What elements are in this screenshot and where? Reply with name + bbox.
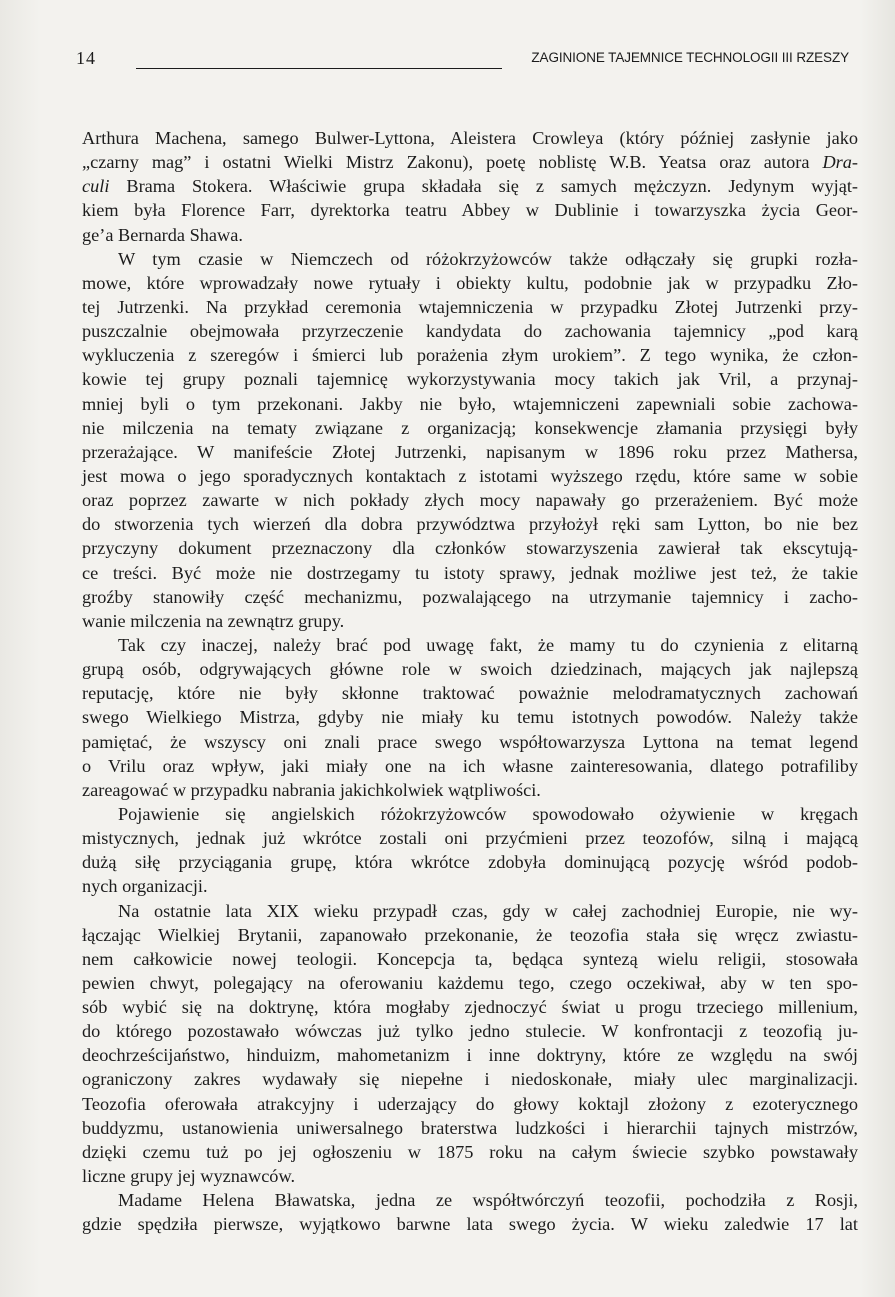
line-text: liczne grupy jej wyznawców. (82, 1166, 296, 1187)
text-line (82, 971, 858, 995)
line-text: deochrześcijaństwo, hinduizm, mahometanizm i inne doktryny, które ze względu na swój (82, 1045, 858, 1066)
line-text: ograniczony zakres wydawały się niepełne i niedoskonałe, miały ulec marginalizacji. (82, 1069, 858, 1090)
italic-text: culi (82, 176, 110, 197)
line-text: przerażające. W manifeście Złotej Jutrzenki, napisanym w 1896 roku przez Mathersa, (82, 441, 858, 462)
line-text: ge’a Bernarda Shawa. (82, 224, 243, 245)
text-line (82, 512, 858, 536)
text-line (82, 488, 858, 512)
text-line (82, 561, 858, 585)
text-line (82, 1092, 858, 1116)
line-text: swego Wielkiego Mistrza, gdyby nie miały ku temu istotnych powodów. Należy także (82, 707, 858, 728)
line-text: tej Jutrzenki. Na przykład ceremonia wtajemniczenia w przypadku Złotej Jutrzenki przy- (82, 296, 858, 317)
page-header (62, 46, 849, 74)
line-text: Brama Stokera. Właściwie grupa składała się z samych mężczyzn. Jedynym wyjąt- (109, 176, 858, 197)
line-text: do stworzenia tych wierzeń dla dobra przywództwa przyłożył ręki sam Lytton, bo nie bez (82, 514, 858, 535)
line-text: W tym czasie w Niemczech od różokrzyżowców także odłączały się grupki rozła- (118, 248, 858, 269)
text-line (82, 657, 858, 681)
line-text: jest mowa o jego sporadycznych kontaktach z istotami wyższego rzędu, które same w sobie (82, 465, 858, 486)
line-text: mowe, które wprowadzały nowe rytuały i obiekty kultu, podobnie jak w przypadku Zło- (82, 272, 858, 293)
line-text: nych organizacji. (82, 876, 208, 897)
line-text: wykluczenia z szeregów i śmierci lub porażenia złym urokiem”. Z tego wynika, że człon- (82, 345, 858, 366)
text-line (82, 126, 858, 150)
text-line (82, 1140, 858, 1164)
line-text: mniej byli o tym przekonani. Jakby nie było, wtajemniczeni zapewniali sobie zachowa- (82, 393, 858, 414)
text-line (82, 850, 858, 874)
line-text: Madame Helena Bławatska, jedna ze współtwórczyń teozofii, pochodziła z Rosji, (118, 1190, 858, 1211)
text-line (82, 150, 858, 174)
text-line (82, 923, 858, 947)
text-line (82, 1116, 858, 1140)
text-line (82, 1067, 858, 1091)
text-line (82, 802, 858, 826)
text-line (82, 633, 858, 657)
line-text: gdzie spędziła pierwsze, wyjątkowo barwne lata swego życia. W wieku zaledwie 17 lat (82, 1214, 858, 1235)
text-line (82, 319, 858, 343)
text-line (82, 1019, 858, 1043)
body-text (82, 126, 858, 1236)
text-line (82, 874, 858, 898)
text-line (82, 295, 858, 319)
line-text: pamiętać, że wszyscy oni znali prace swego współtowarzysza Lyttona na temat legend (82, 731, 858, 752)
text-line (82, 343, 858, 367)
text-line (82, 681, 858, 705)
line-text: dzięki czemu tuż po jej ogłoszeniu w 1875 roku na całym świecie szybko powstawały (82, 1141, 858, 1162)
line-text: oraz poprzez zawarte w nich pokłady złych mocy napawały go przerażeniem. Być może (82, 490, 858, 511)
line-text: do którego pozostawało wówczas już tylko jedno stulecie. W konfrontacji z teozofią ju- (82, 1021, 858, 1042)
line-text: przyczyny dokument przeznaczony dla członków stowarzyszenia zawierał tak ekscytują- (82, 538, 858, 559)
text-line (82, 1188, 858, 1212)
text-line (82, 730, 858, 754)
text-line (82, 754, 858, 778)
text-line (82, 247, 858, 271)
line-text: wanie milczenia na zewnątrz grupy. (82, 610, 345, 631)
line-text: „czarny mag” i ostatni Wielki Mistrz Zakonu), poetę noblistę W.B. Yeatsa oraz autora (82, 152, 823, 173)
text-line (82, 995, 858, 1019)
header-rule (136, 68, 502, 69)
line-text: Tak czy inaczej, należy brać pod uwagę fakt, że mamy tu do czynienia z elitarną (118, 634, 858, 655)
line-text: Na ostatnie lata XIX wieku przypadł czas, gdy w całej zachodniej Europie, nie wy- (118, 900, 858, 921)
line-text: pewien chwyt, polegający na oferowaniu każdemu tego, czego oczekiwał, aby w ten spo- (82, 972, 858, 993)
line-text: grupą osób, odgrywających główne role w swoich dziedzinach, mających jak najlepszą (82, 659, 858, 680)
line-text: buddyzmu, ustanowienia uniwersalnego braterstwa ludzkości i hierarchii tajnych mistrzów, (82, 1117, 858, 1138)
text-line (82, 198, 858, 222)
text-line (82, 440, 858, 464)
text-line (82, 705, 858, 729)
text-line (82, 223, 858, 247)
text-line (82, 464, 858, 488)
text-line (82, 826, 858, 850)
line-text: kowie tej grupy poznali tajemnicę wykorzystywania mocy takich jak Vril, a przynaj- (82, 369, 858, 390)
line-text: zareagować w przypadku nabrania jakichkolwiek wątpliwości. (82, 779, 541, 800)
line-text: groźby stanowiły część mechanizmu, pozwalającego na utrzymanie tajemnicy i zacho- (82, 586, 858, 607)
text-line (82, 1043, 858, 1067)
line-text: łączając Wielkiej Brytanii, zapanowało przekonanie, że teozofia stała się wręcz zwiastu- (82, 924, 858, 945)
text-line (82, 271, 858, 295)
text-line (82, 899, 858, 923)
line-text: nem całkowicie nowej teologii. Koncepcja ta, będąca syntezą wielu religii, stosowała (82, 948, 858, 969)
line-text: sób wybić się na doktrynę, która mogłaby zjednoczyć świat u progu trzeciego millenium, (82, 997, 858, 1018)
italic-text: Dra- (822, 152, 858, 173)
text-line (82, 1164, 858, 1188)
line-text: kiem była Florence Farr, dyrektorka teatru Abbey w Dublinie i towarzyszka życia Geor- (82, 200, 858, 221)
text-line (82, 367, 858, 391)
line-text: Pojawienie się angielskich różokrzyżowców spowodowało ożywienie w kręgach (118, 803, 858, 824)
line-text: o Vrilu oraz wpływ, jaki miały one na ich własne zainteresowania, dlatego potrafiliby (82, 755, 858, 776)
text-line (82, 585, 858, 609)
text-line (82, 778, 858, 802)
text-line (82, 174, 858, 198)
text-line (82, 536, 858, 560)
text-line (82, 1212, 858, 1236)
line-text: puszczalnie obejmowała przyrzeczenie kandydata do zachowania tajemnicy „pod karą (82, 321, 858, 342)
text-line (82, 609, 858, 633)
line-text: Teozofia oferowała atrakcyjny i uderzający do głowy koktajl złożony z ezoterycznego (82, 1093, 858, 1114)
line-text: Arthura Machena, samego Bulwer-Lyttona, Aleistera Crowleya (który później zasłynie jako (82, 128, 858, 148)
text-line (82, 416, 858, 440)
running-title: ZAGINIONE TAJEMNICE TECHNOLOGII III RZESZY (531, 50, 849, 65)
line-text: reputację, które nie były skłonne traktować poważnie melodramatycznych zachowań (82, 683, 858, 704)
page-number: 14 (76, 48, 96, 68)
line-text: dużą siłę przyciągania grupę, która wkrótce zdobyła dominującą pozycję wśród podob- (82, 852, 858, 873)
text-line (82, 947, 858, 971)
line-text: mistycznych, jednak już wkrótce zostali oni przyćmieni przez teozofów, silną i mającą (82, 828, 858, 849)
text-line (82, 392, 858, 416)
line-text: ce treści. Być może nie dostrzegamy tu istoty sprawy, jednak możliwe jest też, że takie (82, 562, 858, 583)
line-text: nie milczenia na tematy związane z organizacją; konsekwencje złamania przysięgi były (82, 417, 858, 438)
